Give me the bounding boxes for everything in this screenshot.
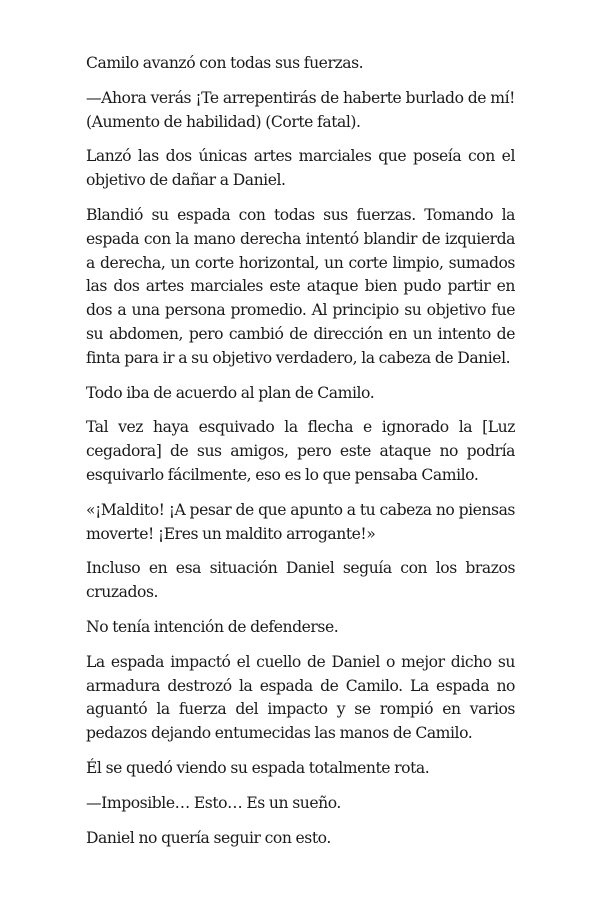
paragraph: Él se quedó viendo su espada totalmente rota. xyxy=(86,758,430,777)
paragraph: Daniel no quería seguir con esto. xyxy=(86,828,331,847)
paragraph: —Imposible… Esto… Es un sueño. xyxy=(86,793,341,812)
paragraph: La espada impactó el cuello de Daniel o mejor dicho su armadura destrozó la espada de Camilo. La espada no aguantó la fuerza del impacto y se rompió en varios pedazos dejando entumecidas las manos de Camilo. xyxy=(86,652,515,743)
paragraph: Camilo avanzó con todas sus fuerzas. xyxy=(86,54,364,72)
paragraph: «¡Maldito! ¡A pesar de que apunto a tu cabeza no piensas moverte! ¡Eres un maldito arrogante!» xyxy=(86,500,515,543)
paragraph: Tal vez haya esquivado la flecha e ignorado la [Luz cegadora] de sus amigos, pero este ataque no podría esquivarlo fácilmente, eso es lo que pensaba Camilo. xyxy=(86,418,515,484)
paragraph: Todo iba de acuerdo al plan de Camilo. xyxy=(86,383,375,402)
paragraph: Incluso en esa situación Daniel seguía con los brazos cruzados. xyxy=(86,559,515,602)
paragraph: No tenía intención de defenderse. xyxy=(86,617,339,636)
paragraph: Lanzó las dos únicas artes marciales que poseía con el objetivo de dañar a Daniel. xyxy=(86,147,515,190)
paragraph: Blandió su espada con todas sus fuerzas. Tomando la espada con la mano derecha intentó blandir de izquierda a derecha, un corte horizontal, un corte limpio, sumados las dos artes marciales este ataque bien pudo partir en dos a una persona promedio. Al principio su objetivo fue su abdomen, pero cambió de dirección en un intento de finta para ir a su objetivo verdadero, la cabeza de Daniel. xyxy=(86,205,515,367)
paragraph: —Ahora verás ¡Te arrepentirás de haberte burlado de mí! (Aumento de habilidad) (Corte fatal). xyxy=(86,88,515,131)
